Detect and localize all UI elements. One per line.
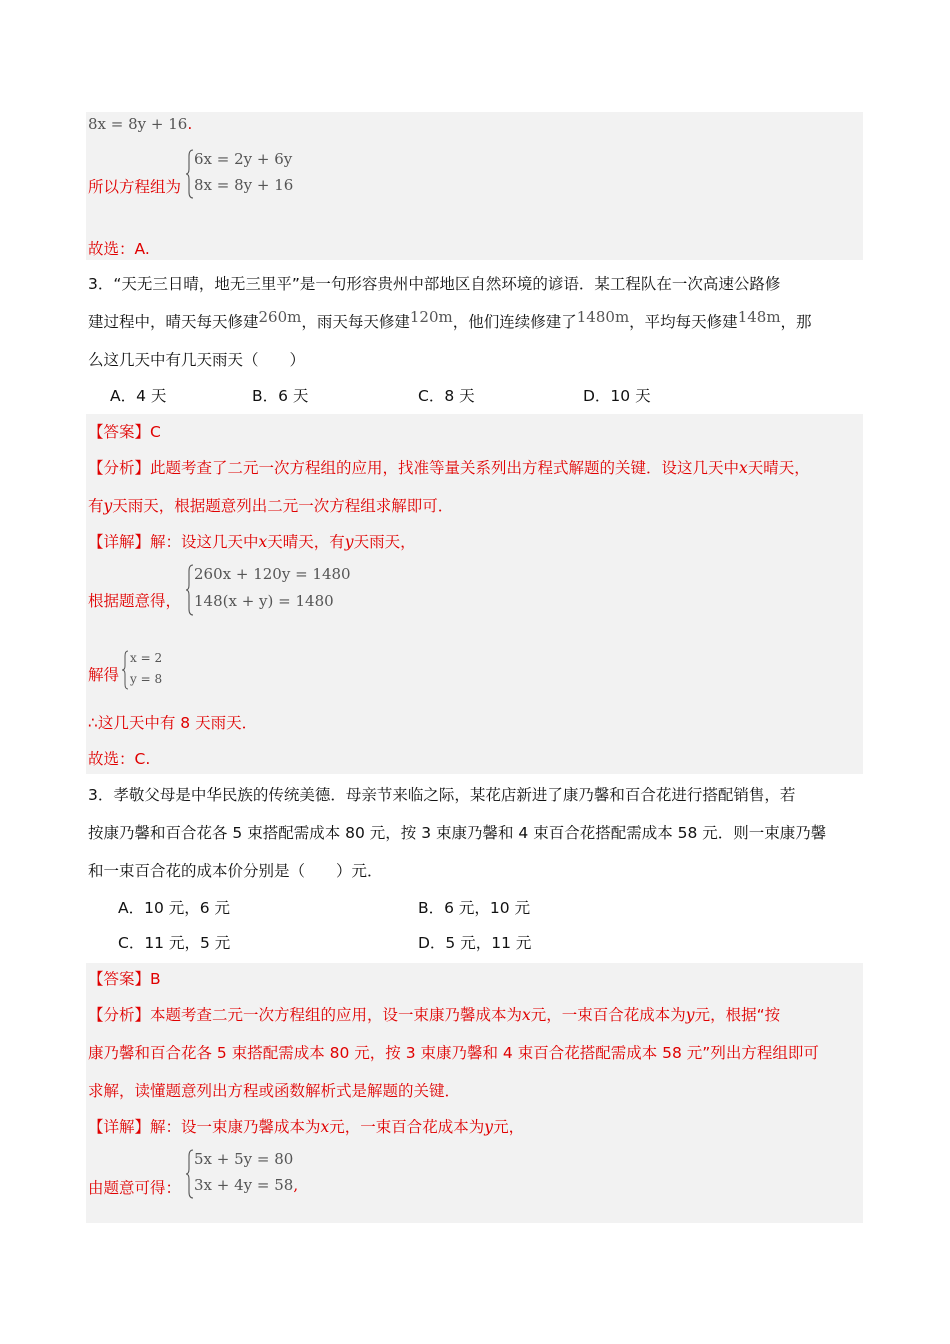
q1-option-b: B．6 天	[252, 387, 309, 405]
q2-option-b: B．6 元，10 元	[418, 899, 531, 917]
q2-option-c: C．11 元，5 元	[118, 934, 231, 952]
q1-analysis-line-2: 有y天雨天，根据题意列出二元一次方程组求解即可．	[88, 497, 454, 515]
prev-system-eq-2: 8x = 8y + 16	[194, 176, 294, 194]
q1-option-a: A．4 天	[110, 387, 167, 405]
q1-value-260: 260m	[258, 308, 302, 326]
q1-conclusion: ∴这几天中有 8 天雨天．	[88, 714, 258, 732]
prev-system-label: 所以方程组为	[88, 178, 182, 196]
q1-solve-label: 解得	[88, 666, 120, 684]
q1-value-148: 148m	[737, 308, 781, 326]
q2-analysis-line-2: 康乃馨和百合花各 5 束搭配需成本 80 元，按 3 束康乃馨和 4 束百合花搭配需成本 58 元”列出方程组即可	[88, 1044, 819, 1062]
prev-system-eq-1: 6x = 2y + 6y	[194, 150, 293, 168]
q2-option-d: D．5 元，11 元	[418, 934, 532, 952]
q2-system-eq-2: 3x + 4y = 58,	[194, 1176, 299, 1194]
q2-text-line-1: 3．孝敬父母是中华民族的传统美德．母亲节来临之际，某花店新进了康乃馨和百合花进行搭配销售，若	[88, 786, 796, 804]
q1-analysis-line-1: 【分析】此题考查了二元一次方程组的应用，找准等量关系列出方程式解题的关键．设这几天中x天晴天，	[88, 459, 810, 477]
q2-text-line-2: 按康乃馨和百合花各 5 束搭配需成本 80 元，按 3 束康乃馨和 4 束百合花搭配需成本 58 元．则一束康乃馨	[88, 824, 827, 842]
q1-equation-system	[186, 563, 351, 617]
q1-text-line-2: 建过程中，晴天每天修建260m，雨天每天修建120m，他们连续修建了1480m，平均每天修建148m，那	[88, 308, 812, 331]
q2-equation-system	[186, 1148, 326, 1200]
q1-detail-line: 【详解】解：设这几天中x天晴天，有y天雨天，	[88, 533, 416, 551]
q1-option-d: D．10 天	[583, 387, 651, 405]
q1-solution-x: x = 2	[130, 651, 163, 665]
q1-system-eq-1: 260x + 120y = 1480	[194, 565, 351, 583]
q1-value-120: 120m	[409, 308, 453, 326]
prev-equation: 8x = 8y + 16	[88, 115, 188, 133]
q1-value-1480: 1480m	[576, 308, 630, 326]
q2-analysis-line-3: 求解，读懂题意列出方程或函数解析式是解题的关键．	[88, 1082, 461, 1100]
q1-option-c: C．8 天	[418, 387, 475, 405]
q1-choice: 故选：C.	[88, 750, 151, 768]
q1-system-label: 根据题意得，	[88, 592, 182, 610]
q2-system-eq-1: 5x + 5y = 80	[194, 1150, 294, 1168]
q1-system-eq-2: 148(x + y) = 1480	[194, 592, 334, 610]
q1-answer: 【答案】C	[88, 423, 161, 441]
prev-equation-system	[186, 148, 306, 200]
q1-solution-system	[122, 649, 182, 691]
q1-text-line-3: 么这几天中有几天雨天（ ）	[88, 351, 306, 369]
q2-text-line-3: 和一束百合花的成本价分别是（ ）元．	[88, 862, 383, 880]
q2-answer: 【答案】B	[88, 970, 161, 988]
q1-text-line-1: 3．“天无三日晴，地无三里平”是一句形容贵州中部地区自然环境的谚语．某工程队在一次高速公路修	[88, 275, 781, 293]
q1-solution-y: y = 8	[130, 672, 163, 686]
q2-system-label: 由题意可得：	[88, 1179, 182, 1197]
q2-option-a: A．10 元，6 元	[118, 899, 231, 917]
prev-choice: 故选：A.	[88, 240, 150, 258]
prev-equation-line: 8x = 8y + 16.	[88, 115, 193, 133]
q2-analysis-line-1: 【分析】本题考查二元一次方程组的应用，设一束康乃馨成本为x元，一束百合花成本为y元，根据“按	[88, 1006, 781, 1024]
q2-detail-line: 【详解】解：设一束康乃馨成本为x元，一束百合花成本为y元，	[88, 1118, 525, 1136]
